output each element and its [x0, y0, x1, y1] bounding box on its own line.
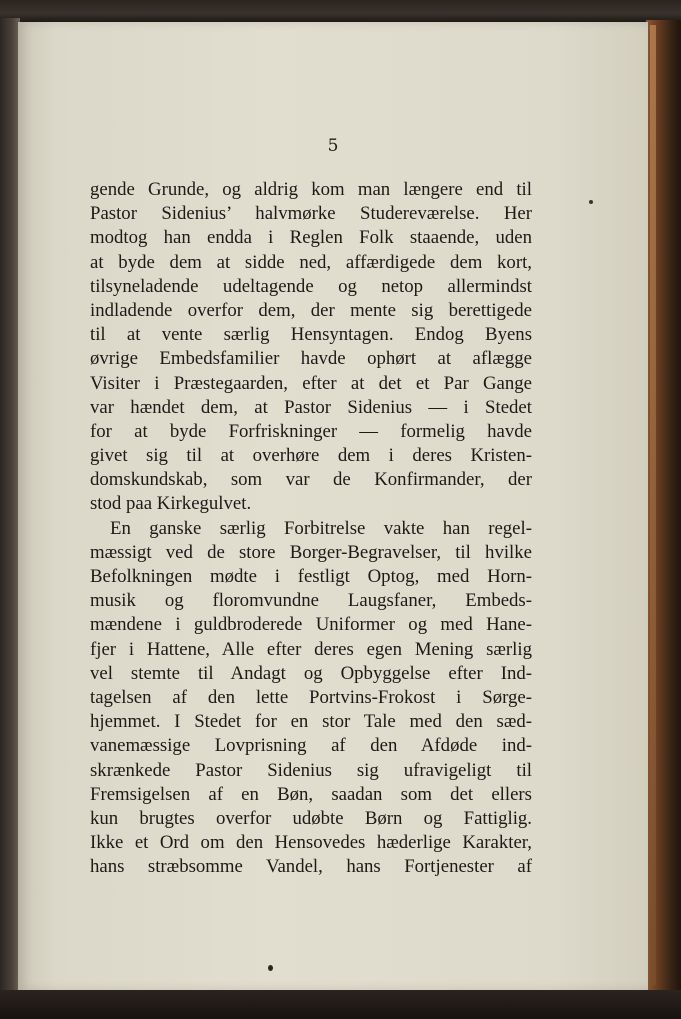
text-line: modtog han endda i Reglen Folk staaende, uden: [90, 227, 532, 249]
text-line: Visiter i Præstegaarden, efter at det et Par Gange: [90, 372, 532, 394]
paragraph-start-line: En ganske særlig Forbitrelse vakte han regel-: [110, 517, 532, 539]
text-line: hans stræbsomme Vandel, hans Fortjenester af: [90, 856, 532, 878]
text-line: fjer i Hattene, Alle efter deres egen Mening særlig: [90, 638, 532, 660]
book-top-edge: [0, 0, 681, 22]
body-text: [90, 178, 532, 879]
text-line: gende Grunde, og aldrig kom man længere end til: [90, 179, 532, 200]
book-page: [18, 22, 648, 990]
text-line: tagelsen af den lette Portvins-Frokost i Sørge-: [90, 686, 532, 708]
text-line: hjemmet. I Stedet for en stor Tale med den sæd-: [90, 711, 532, 733]
text-line: Ikke et Ord om den Hensovedes hæderlige Karakter,: [90, 832, 532, 854]
paragraph-end-line: stod paa Kirkegulvet.: [90, 493, 252, 515]
text-line: til at vente særlig Hensyntagen. Endog Byens: [90, 324, 532, 346]
page-number: 5: [327, 136, 339, 156]
text-line: var hændet dem, at Pastor Sidenius — i Stedet: [90, 396, 532, 418]
text-line: øvrige Embedsfamilier havde ophørt at aflægge: [90, 348, 532, 370]
text-line: indladende overfor dem, der mente sig berettigede: [90, 299, 532, 321]
text-line: domskundskab, som var de Konfirmander, der: [90, 469, 532, 491]
paper-speck: [589, 200, 593, 204]
text-line: vanemæssige Lovprisning af den Afdøde ind-: [90, 735, 532, 757]
book-binding: [0, 18, 20, 996]
text-line: Pastor Sidenius’ halvmørke Studereværelse. Her: [90, 203, 532, 225]
text-line: skrænkede Pastor Sidenius sig ufravigeligt til: [90, 759, 532, 781]
text-line: Fremsigelsen af en Bøn, saadan som det ellers: [90, 783, 532, 805]
text-line: at byde dem at sidde ned, affærdigede dem kort,: [90, 251, 532, 273]
text-line: givet sig til at overhøre dem i deres Kristen-: [90, 445, 532, 467]
book-bottom-edge: [0, 990, 681, 1019]
text-line: tilsyneladende udeltagende og netop allermindst: [90, 275, 532, 297]
paper-speck: [268, 965, 273, 971]
text-line: mæssigt ved de store Borger-Begravelser, til hvilke: [90, 541, 532, 563]
book-cover-highlight: [650, 25, 656, 985]
text-line: vel stemte til Andagt og Opbyggelse efter Ind-: [90, 662, 532, 684]
text-line: Befolkningen mødte i festligt Optog, med Horn-: [90, 566, 532, 587]
text-line: for at byde Forfriskninger — formelig havde: [90, 420, 532, 442]
text-line: mændene i guldbroderede Uniformer og med Hane-: [90, 614, 532, 636]
text-line: kun brugtes overfor udøbte Børn og Fattiglig.: [90, 807, 532, 829]
text-line: musik og floromvundne Laugsfaner, Embeds-: [90, 590, 532, 612]
